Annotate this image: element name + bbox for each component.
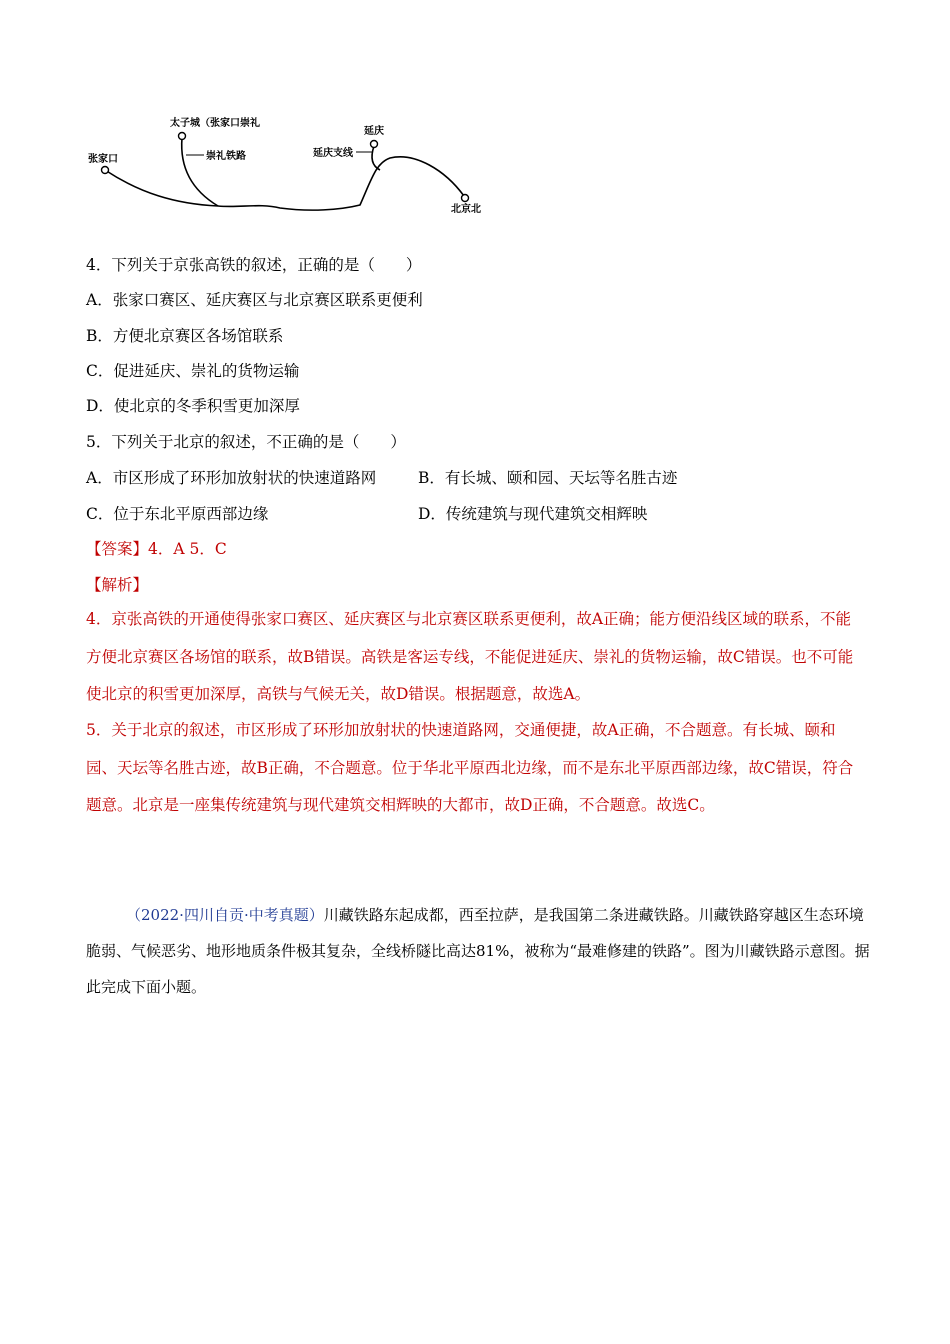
taizicheng-station-marker [179,133,186,140]
zhangjiakou-label: 张家口 [88,154,118,165]
analysis-paragraph-4: 4．京张高铁的开通使得张家口赛区、延庆赛区与北京赛区联系更便利，故A正确；能方便沿线区域的联系，不能方便北京赛区各场馆的联系，故B错误。高铁是客运专线，不能促进延庆、崇礼的货物运输，故C错误。也不可能使北京的积雪更加深厚，高铁与气候无关，故D错误。根据题意，故选A。 [86,610,854,703]
q5-option-c: C．位于东北平原西部边缘 [86,505,269,523]
q4-option-c: C．促进延庆、崇礼的货物运输 [86,362,300,380]
q5-option-b: B．有长城、颐和园、天坛等名胜古迹 [418,469,678,487]
jingzhang-main-line [105,157,464,210]
taizicheng-label: 太子城（张家口崇礼 [170,118,260,129]
answer-text: 4．A 5．C [148,540,227,558]
q4-option-d: D．使北京的冬季积雪更加深厚 [86,397,300,415]
beijing-north-label: 北京北 [451,204,481,215]
answer-line [86,539,227,559]
q4-stem: 4．下列关于京张高铁的叙述，正确的是（ ） [86,256,422,274]
q5-stem: 5．下列关于北京的叙述，不正确的是（ ） [86,433,406,451]
chongli-railway-label: 崇礼铁路 [206,151,246,162]
beijing-north-station-marker [462,195,469,202]
yanqing-branch-label: 延庆支线 [313,148,353,159]
q5-option-a: A．市区形成了环形加放射状的快速道路网 [86,469,377,487]
analysis-paragraph-5: 5．关于北京的叙述，市区形成了环形加放射状的快速道路网，交通便捷，故A正确，不合题意。有长城、颐和园、天坛等名胜古迹，故B正确，不合题意。位于华北平原西北边缘，而不是东北平原西部边缘，故C错误，符合题意。北京是一座集传统建筑与现代建筑交相辉映的大都市，故D正确，不合题意。故选C。 [86,721,854,814]
intro-text: 川藏铁路东起成都，西至拉萨，是我国第二条进藏铁路。川藏铁路穿越区生态环境脆弱、气候恶劣、地形地质条件极其复杂，全线桥隧比高达81%，被称为“最难修建的铁路”。图为川藏铁路示意图。据此完成下面小题。 [86,906,870,996]
q4-option-b: B．方便北京赛区各场馆联系 [86,327,284,345]
yanqing-label: 延庆 [364,126,384,137]
source-citation: （2022·四川自贡·中考真题） [126,906,324,924]
q4-option-a: A．张家口赛区、延庆赛区与北京赛区联系更便利 [86,291,423,309]
railway-map [80,108,500,218]
q5-option-d: D．传统建筑与现代建筑交相辉映 [418,505,648,523]
yanqing-station-marker [371,141,378,148]
next-question-intro [86,897,876,1005]
chongli-railway-line [182,138,218,206]
analysis-label: 【解析】 [86,576,149,594]
zhangjiakou-station-marker [102,167,109,174]
answer-label: 【答案】 [86,540,149,558]
